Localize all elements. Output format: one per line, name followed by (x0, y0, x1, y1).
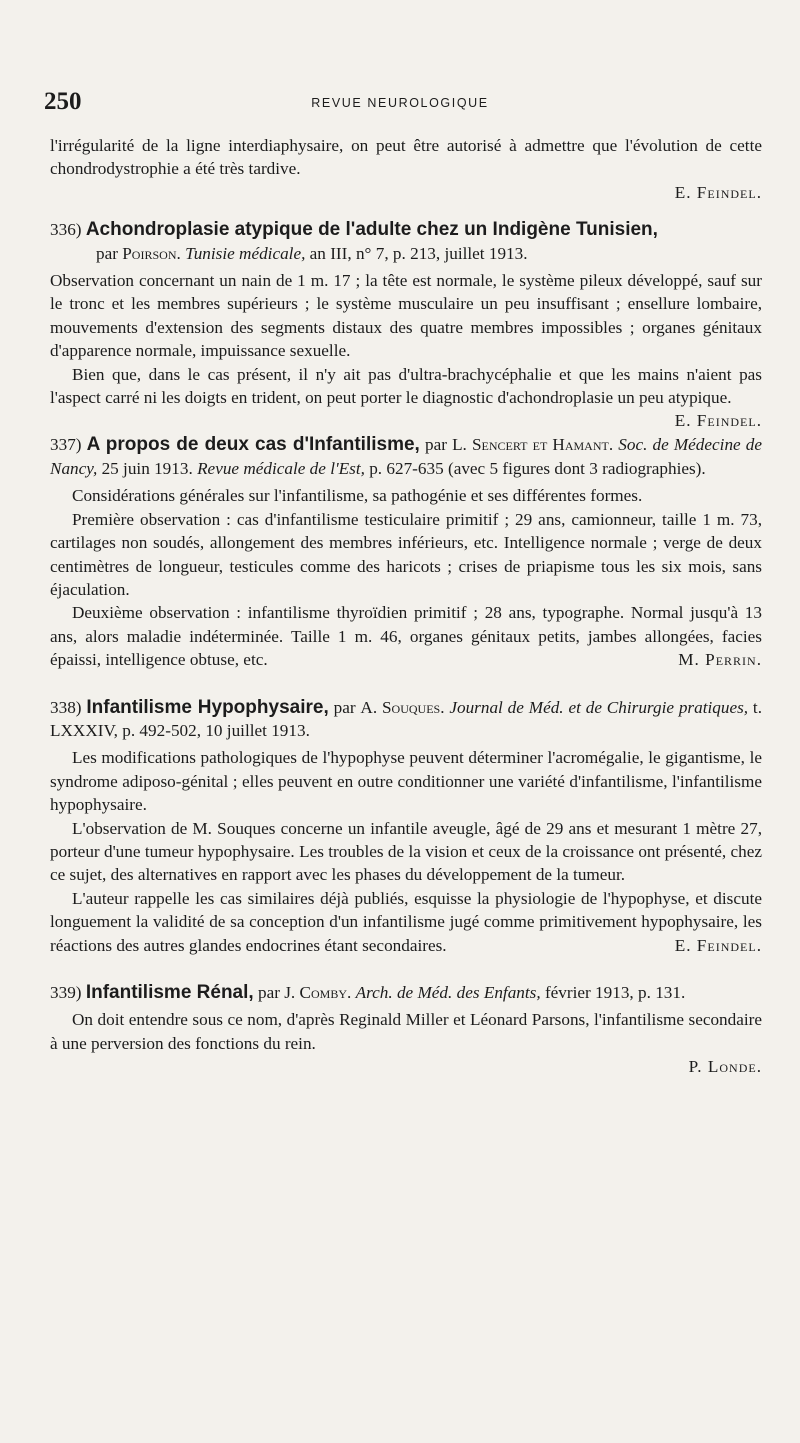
entry-citation (50, 242, 762, 265)
entry-number: 336) (50, 220, 82, 240)
citation-details: t. LXXXIV, p. 492-502, 10 juillet 1913. (50, 697, 762, 740)
entry-336 (50, 218, 762, 431)
entry-signature: M. Perrin. (678, 650, 762, 670)
citation-journal: Journal de Méd. et de Chirurgie pratiques, (449, 697, 749, 717)
paragraph-text: Deuxième observation : infantilisme thyroïdien primitif ; 28 ans, typographe. Normal jusqu'à 13 ans, alors maladie indéterminée. Taille 1 m. 46, organes génitaux petits, jambes allongées, facies épaissi, intelligence obtuse, etc. (50, 603, 762, 670)
citation-journal: Tunisie médicale, (185, 243, 306, 263)
page-header (44, 88, 756, 118)
entry-paragraph: Observation concernant un nain de 1 m. 17 ; la tête est normale, le système pileux développé, sauf sur le tronc et les membres supérieurs ; le système musculaire un peu insuffisant ; ensellure lombaire, mouvements d'extension des segments distaux des quatre membres impossibles ; organes génitaux d'apparence normale, impuissance sexuelle. (50, 271, 762, 361)
citation-details: an III, n° 7, p. 213, juillet 1913. (309, 243, 528, 263)
entry-339 (50, 981, 762, 1079)
citation-society: Soc. de Médecine de Nancy, (50, 435, 763, 478)
entry-paragraph (50, 887, 762, 957)
entry-337 (50, 433, 762, 671)
citation-details: février 1913, p. 131. (544, 983, 686, 1002)
citation-date: 25 juin 1913. (101, 458, 193, 478)
citation-prefix: par (257, 983, 280, 1002)
citation-prefix: par (333, 697, 356, 717)
paragraph-text: L'auteur rappelle les cas similaires déjà publiés, esquisse la physiologie de l'hypophyse, et discute longuement la validité de sa conception d'un infantilisme jugé comme primitivement hypophysaire, les réactions des autres glandes endocrines étant secondaires. (50, 888, 762, 955)
entry-signature: E. Feindel. (674, 935, 762, 955)
entry-number: 338) (50, 697, 82, 717)
entry-paragraph (50, 601, 762, 671)
entry-paragraph: L'observation de M. Souques concerne un infantile aveugle, âgé de 29 ans et mesurant 1 mètre 27, porteur d'une tumeur hypophysaire. Les troubles de la vision et ceux de la croissance ont présenté, chez ce sujet, des alternatives en rapport avec les phases du développement de la tumeur. (50, 818, 762, 885)
entry-heading (50, 981, 762, 1004)
entry-title: Infantilisme Rénal, (85, 982, 254, 1003)
entry-signature: E. Feindel. (674, 411, 762, 431)
citation-journal: Arch. de Méd. des Enfants, (355, 983, 541, 1002)
citation-author: A. Souques. (360, 697, 445, 717)
intro-signature: E. Feindel. (674, 182, 762, 202)
citation-author: L. Sencert et Hamant. (452, 435, 614, 455)
entry-number: 337) (50, 435, 82, 455)
paragraph-text: Bien que, dans le cas présent, il n'y ait pas d'ultra-brachycéphalie et que les mains n'aient pas l'aspect carré ni les doigts en trident, on peut porter le diagnostic d'achondroplasie un peu atypique. (50, 364, 762, 408)
entry-paragraph: Première observation : cas d'infantilisme testiculaire primitif ; 29 ans, camionneur, taille 1 m. 73, cartilages non soudés, allongement des membres inférieurs, etc. Intelligence normale ; verge de deux centimètres de longueur, testicules comme des haricots ; crises de priapisme tous les six mois, sans éjaculation. (50, 509, 762, 599)
entry-338 (50, 696, 762, 957)
page-body (50, 134, 762, 1079)
citation-journal: Revue médicale de l'Est, (197, 458, 365, 478)
entry-paragraph (50, 363, 762, 431)
citation-author: Poirson. (122, 243, 181, 263)
entry-title: Achondroplasie atypique de l'adulte chez un Indigène Tunisien, (85, 219, 658, 241)
entry-heading (50, 218, 762, 241)
citation-prefix: par (96, 243, 118, 263)
citation-prefix: par (424, 435, 447, 455)
entry-title: Infantilisme Hypophysaire, (86, 696, 329, 718)
entry-number: 339) (50, 983, 82, 1002)
intro-paragraph: l'irrégularité de la ligne interdiaphysaire, on peut être autorisé à admettre que l'évolution de cette chondrodystrophie a été très tardive. (50, 136, 762, 179)
entry-paragraph: Les modifications pathologiques de l'hypophyse peuvent déterminer l'acromégalie, le gigantisme, le syndrome adiposo-génital ; elles peuvent en outre conditionner une variété d'infantilisme, l'infantilisme hypophysaire. (50, 748, 762, 815)
citation-author: J. Comby. (284, 983, 352, 1002)
entry-title: A propos de deux cas d'Infantilisme, (86, 434, 420, 456)
citation-details: p. 627-635 (avec 5 figures dont 3 radiographies). (369, 458, 706, 478)
entry-heading (50, 433, 762, 480)
entry-paragraph: Considérations générales sur l'infantilisme, sa pathogénie et ses différentes formes. (72, 486, 643, 506)
page-number: 250 (44, 88, 82, 115)
entry-paragraph: On doit entendre sous ce nom, d'après Reginald Miller et Léonard Parsons, l'infantilisme secondaire à une perversion des fonctions du rein. (50, 1010, 762, 1053)
entry-signature: P. Londe. (688, 1057, 762, 1077)
entry-heading (50, 696, 762, 743)
running-title: REVUE NEUROLOGIQUE (311, 96, 489, 110)
